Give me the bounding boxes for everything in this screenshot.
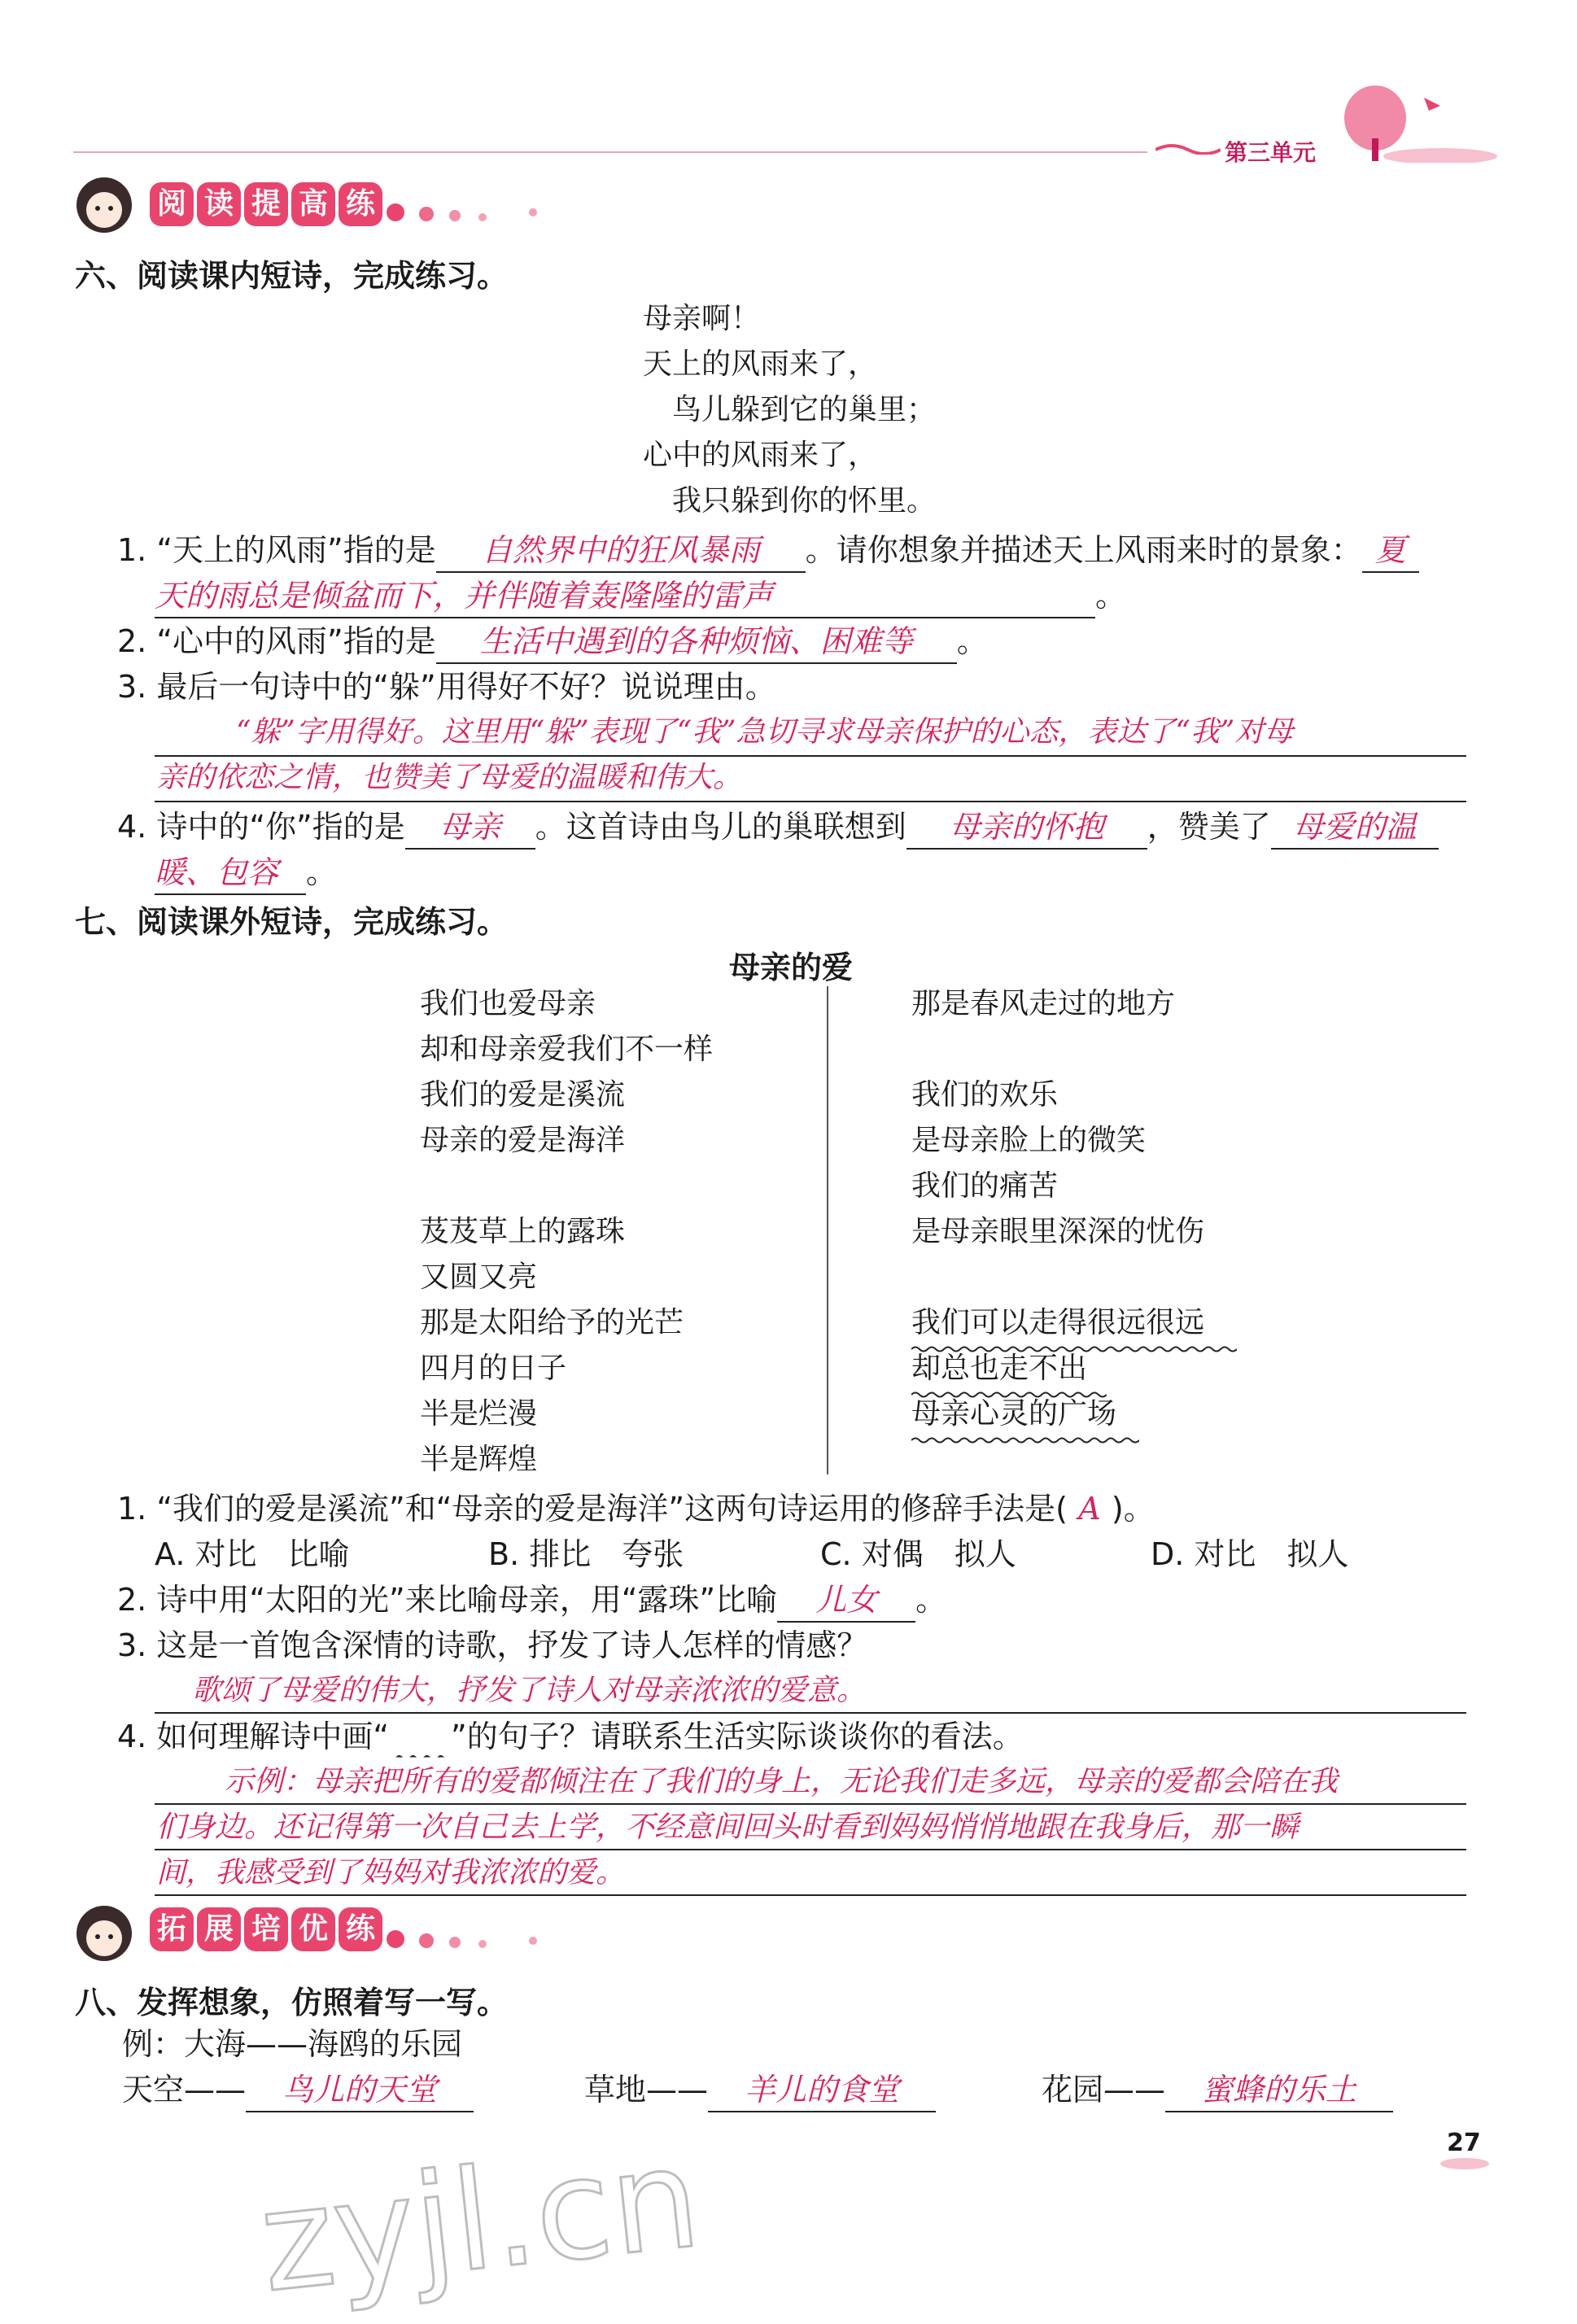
answer-field: 蜜蜂的乐土: [1165, 2068, 1393, 2112]
answer-field: 母亲的怀抱: [906, 806, 1147, 850]
page-number-deco: [1440, 2158, 1489, 2169]
girl-avatar-icon: [72, 173, 137, 238]
question-text: 2. “心中的风雨”指的是: [117, 623, 436, 659]
answer-field: 羊儿的食堂: [708, 2068, 936, 2112]
question-text: ”的句子？请联系生活实际谈谈你的看法。: [451, 1719, 1024, 1754]
banner-char: 优: [291, 1907, 335, 1951]
wavy-underline: [911, 1432, 1139, 1448]
section-8-title: 八、发挥想象，仿照着写一写。: [75, 1985, 509, 2020]
imitate-item-2: [584, 2068, 936, 2112]
answer-underline: [155, 1803, 1466, 1805]
deco-dot: [478, 213, 487, 221]
poem-line: 鸟儿躲到它的巢里；: [672, 393, 937, 426]
poem-line: 母亲啊！: [643, 302, 761, 335]
answer-field: 母爱的温: [1271, 806, 1439, 850]
poem-line: 四月的日子: [420, 1352, 567, 1385]
poem-line: 那是春风走过的地方: [911, 987, 1176, 1020]
question-text: 4. 诗中的“你”指的是: [117, 809, 405, 845]
answer-choice: A: [1078, 1491, 1101, 1527]
poem-line: 天上的风雨来了，: [643, 347, 878, 381]
imitate-item-1: [122, 2068, 474, 2112]
answer-field: 鸟儿的天堂: [246, 2068, 474, 2112]
poem-line: 那是太阳给予的光芒: [420, 1306, 684, 1339]
unit-label: 第三单元: [1225, 139, 1317, 166]
q6-2: [117, 620, 988, 664]
section-6-title: 六、阅读课内短诗，完成练习。: [75, 258, 509, 294]
wavy-sample: [389, 1719, 451, 1754]
poem-line-underlined: 我们可以走得很远很远: [911, 1306, 1205, 1339]
q6-4-cont: [155, 851, 337, 895]
answer-line: 们身边。还记得第一次自己去上学，不经意间回头时看到妈妈悄悄地跟在我身后，那一瞬: [156, 1811, 1300, 1844]
poem-line: 我们的痛苦: [911, 1169, 1059, 1203]
deco-dot: [529, 208, 537, 216]
answer-line: 歌颂了母爱的伟大，抒发了诗人对母亲浓浓的爱意。: [192, 1674, 867, 1707]
example: 例：大海——海鸥的乐园: [122, 2026, 463, 2062]
deco-dot: [529, 1937, 537, 1945]
poem-line: 我们也爱母亲: [420, 987, 596, 1020]
banner-char: 高: [291, 182, 335, 226]
answer-underline: [155, 1712, 1466, 1714]
question-text: 。: [1095, 578, 1127, 614]
poem-line: 却和母亲爱我们不一样: [420, 1033, 714, 1066]
girl-avatar-icon: [72, 1901, 137, 1966]
poem-2-left: [420, 981, 713, 1483]
tree-icon: [1326, 81, 1497, 163]
q6-1-cont: [155, 574, 1126, 618]
poem-line-underlined: 却总也走不出: [911, 1352, 1088, 1385]
option-d: D. 对比 拟人: [1151, 1536, 1349, 1572]
watermark: zyjl.cn: [253, 2117, 707, 2324]
q6-3: 3. 最后一句诗中的“躲”用得好不好？说说理由。: [117, 669, 776, 705]
answer-underline: [155, 1849, 1466, 1850]
question-text: 2. 诗中用“太阳的光”来比喻母亲，用“露珠”比喻: [117, 1582, 778, 1618]
q7-3: 3. 这是一首饱含深情的诗歌，抒发了诗人怎样的情感？: [117, 1627, 868, 1663]
poem-line-underlined: 母亲心灵的广场: [911, 1397, 1117, 1431]
question-text: 4. 如何理解诗中画“: [117, 1719, 390, 1754]
poem-line: 半是烂漫: [420, 1397, 538, 1431]
question-text: 1. “天上的风雨”指的是: [117, 532, 436, 568]
poem-2-right: [911, 981, 1204, 1437]
q7-1: [117, 1487, 1155, 1530]
q6-4: [117, 806, 1439, 850]
banner-expand-excel: [150, 1907, 386, 1951]
banner-char: 阅: [150, 182, 194, 226]
answer-field: 母亲: [405, 806, 535, 850]
item-label: 草地——: [584, 2072, 709, 2108]
item-label: 花园——: [1042, 2072, 1166, 2108]
wavy-underline: [911, 1341, 1237, 1356]
header-rule: [73, 151, 1147, 153]
poem-line: 半是辉煌: [420, 1443, 538, 1476]
poem-line: 是母亲脸上的微笑: [911, 1124, 1147, 1157]
banner-char: 读: [197, 182, 241, 226]
answer-line: 间，我感受到了妈妈对我浓浓的爱。: [156, 1856, 626, 1889]
header-deco: [1155, 138, 1221, 155]
deco-dot: [419, 1933, 434, 1948]
poem-line: 我们的爱是溪流: [420, 1078, 626, 1112]
answer-field: 儿女: [777, 1579, 915, 1623]
answer-field: 生活中遇到的各种烦恼、困难等: [436, 620, 957, 664]
question-text: 。: [915, 1582, 947, 1618]
banner-read-improve: [150, 182, 386, 226]
question-text: 。: [956, 623, 988, 659]
q6-1: [117, 529, 1419, 573]
q7-2: [117, 1579, 946, 1623]
poem-line: 又圆又亮: [420, 1260, 538, 1294]
option-b: B. 排比 夸张: [488, 1536, 684, 1572]
poem-line: 是母亲眼里深深的忧伤: [911, 1215, 1205, 1248]
question-text: 1. “我们的爱是溪流”和“母亲的爱是海洋”这两句诗运用的修辞手法是(: [117, 1491, 1068, 1527]
banner-char: 练: [339, 1907, 382, 1951]
option-c: C. 对偶 拟人: [820, 1536, 1016, 1572]
answer-field: 自然界中的狂风暴雨: [436, 529, 806, 573]
banner-char: 拓: [150, 1907, 194, 1951]
option-a: A. 对比 比喻: [155, 1536, 350, 1572]
deco-dot: [387, 203, 404, 221]
deco-dot: [449, 210, 461, 221]
banner-char: 提: [244, 182, 288, 226]
poem-line: 我只躲到你的怀里。: [672, 484, 937, 518]
banner-char: 展: [197, 1907, 241, 1951]
page-number: 27: [1447, 2129, 1481, 2157]
banner-char: 练: [339, 182, 382, 226]
answer-field: 暖、包容: [155, 851, 306, 895]
deco-dot: [419, 207, 434, 221]
deco-dot: [449, 1937, 461, 1948]
answer-line: 示例：母亲把所有的爱都倾注在了我们的身上，无论我们走多远，母亲的爱都会陪在我: [225, 1765, 1339, 1798]
poem-1: [643, 296, 936, 524]
answer-line: “躲”字用得好。这里用“躲”表现了“我”急切寻求母亲保护的心态，表达了“我”对母: [236, 715, 1294, 749]
poem-line: 我们的欢乐: [911, 1078, 1059, 1112]
poem-2-title: 母亲的爱: [729, 950, 854, 985]
poem-divider: [827, 986, 828, 1474]
answer-underline: [155, 1894, 1466, 1896]
question-text: 。这首诗由鸟儿的巢联想到: [535, 809, 906, 845]
question-text: ，赞美了: [1147, 809, 1271, 845]
section-7-title: 七、阅读课外短诗，完成练习。: [75, 904, 509, 940]
poem-line: 芨芨草上的露珠: [420, 1215, 626, 1248]
question-text: 。请你想象并描述天上风雨来时的景象：: [805, 532, 1362, 568]
wavy-underline: [911, 1387, 1107, 1402]
answer-field: 天的雨总是倾盆而下，并伴随着轰隆隆的雷声: [155, 574, 1095, 618]
deco-dot: [387, 1930, 404, 1948]
q7-4: [117, 1715, 1024, 1758]
imitate-item-3: [1042, 2068, 1393, 2112]
answer-line: 亲的依恋之情，也赞美了母爱的温暖和伟大。: [156, 761, 743, 794]
poem-line: 心中的风雨来了，: [643, 439, 878, 472]
poem-line: 母亲的爱是海洋: [420, 1124, 626, 1157]
question-text: )。: [1111, 1491, 1155, 1527]
question-text: 。: [306, 854, 338, 890]
answer-field: 夏: [1362, 529, 1419, 573]
deco-dot: [478, 1940, 487, 1948]
answer-underline: [155, 801, 1466, 802]
item-label: 天空——: [122, 2072, 247, 2108]
banner-char: 培: [244, 1907, 288, 1951]
